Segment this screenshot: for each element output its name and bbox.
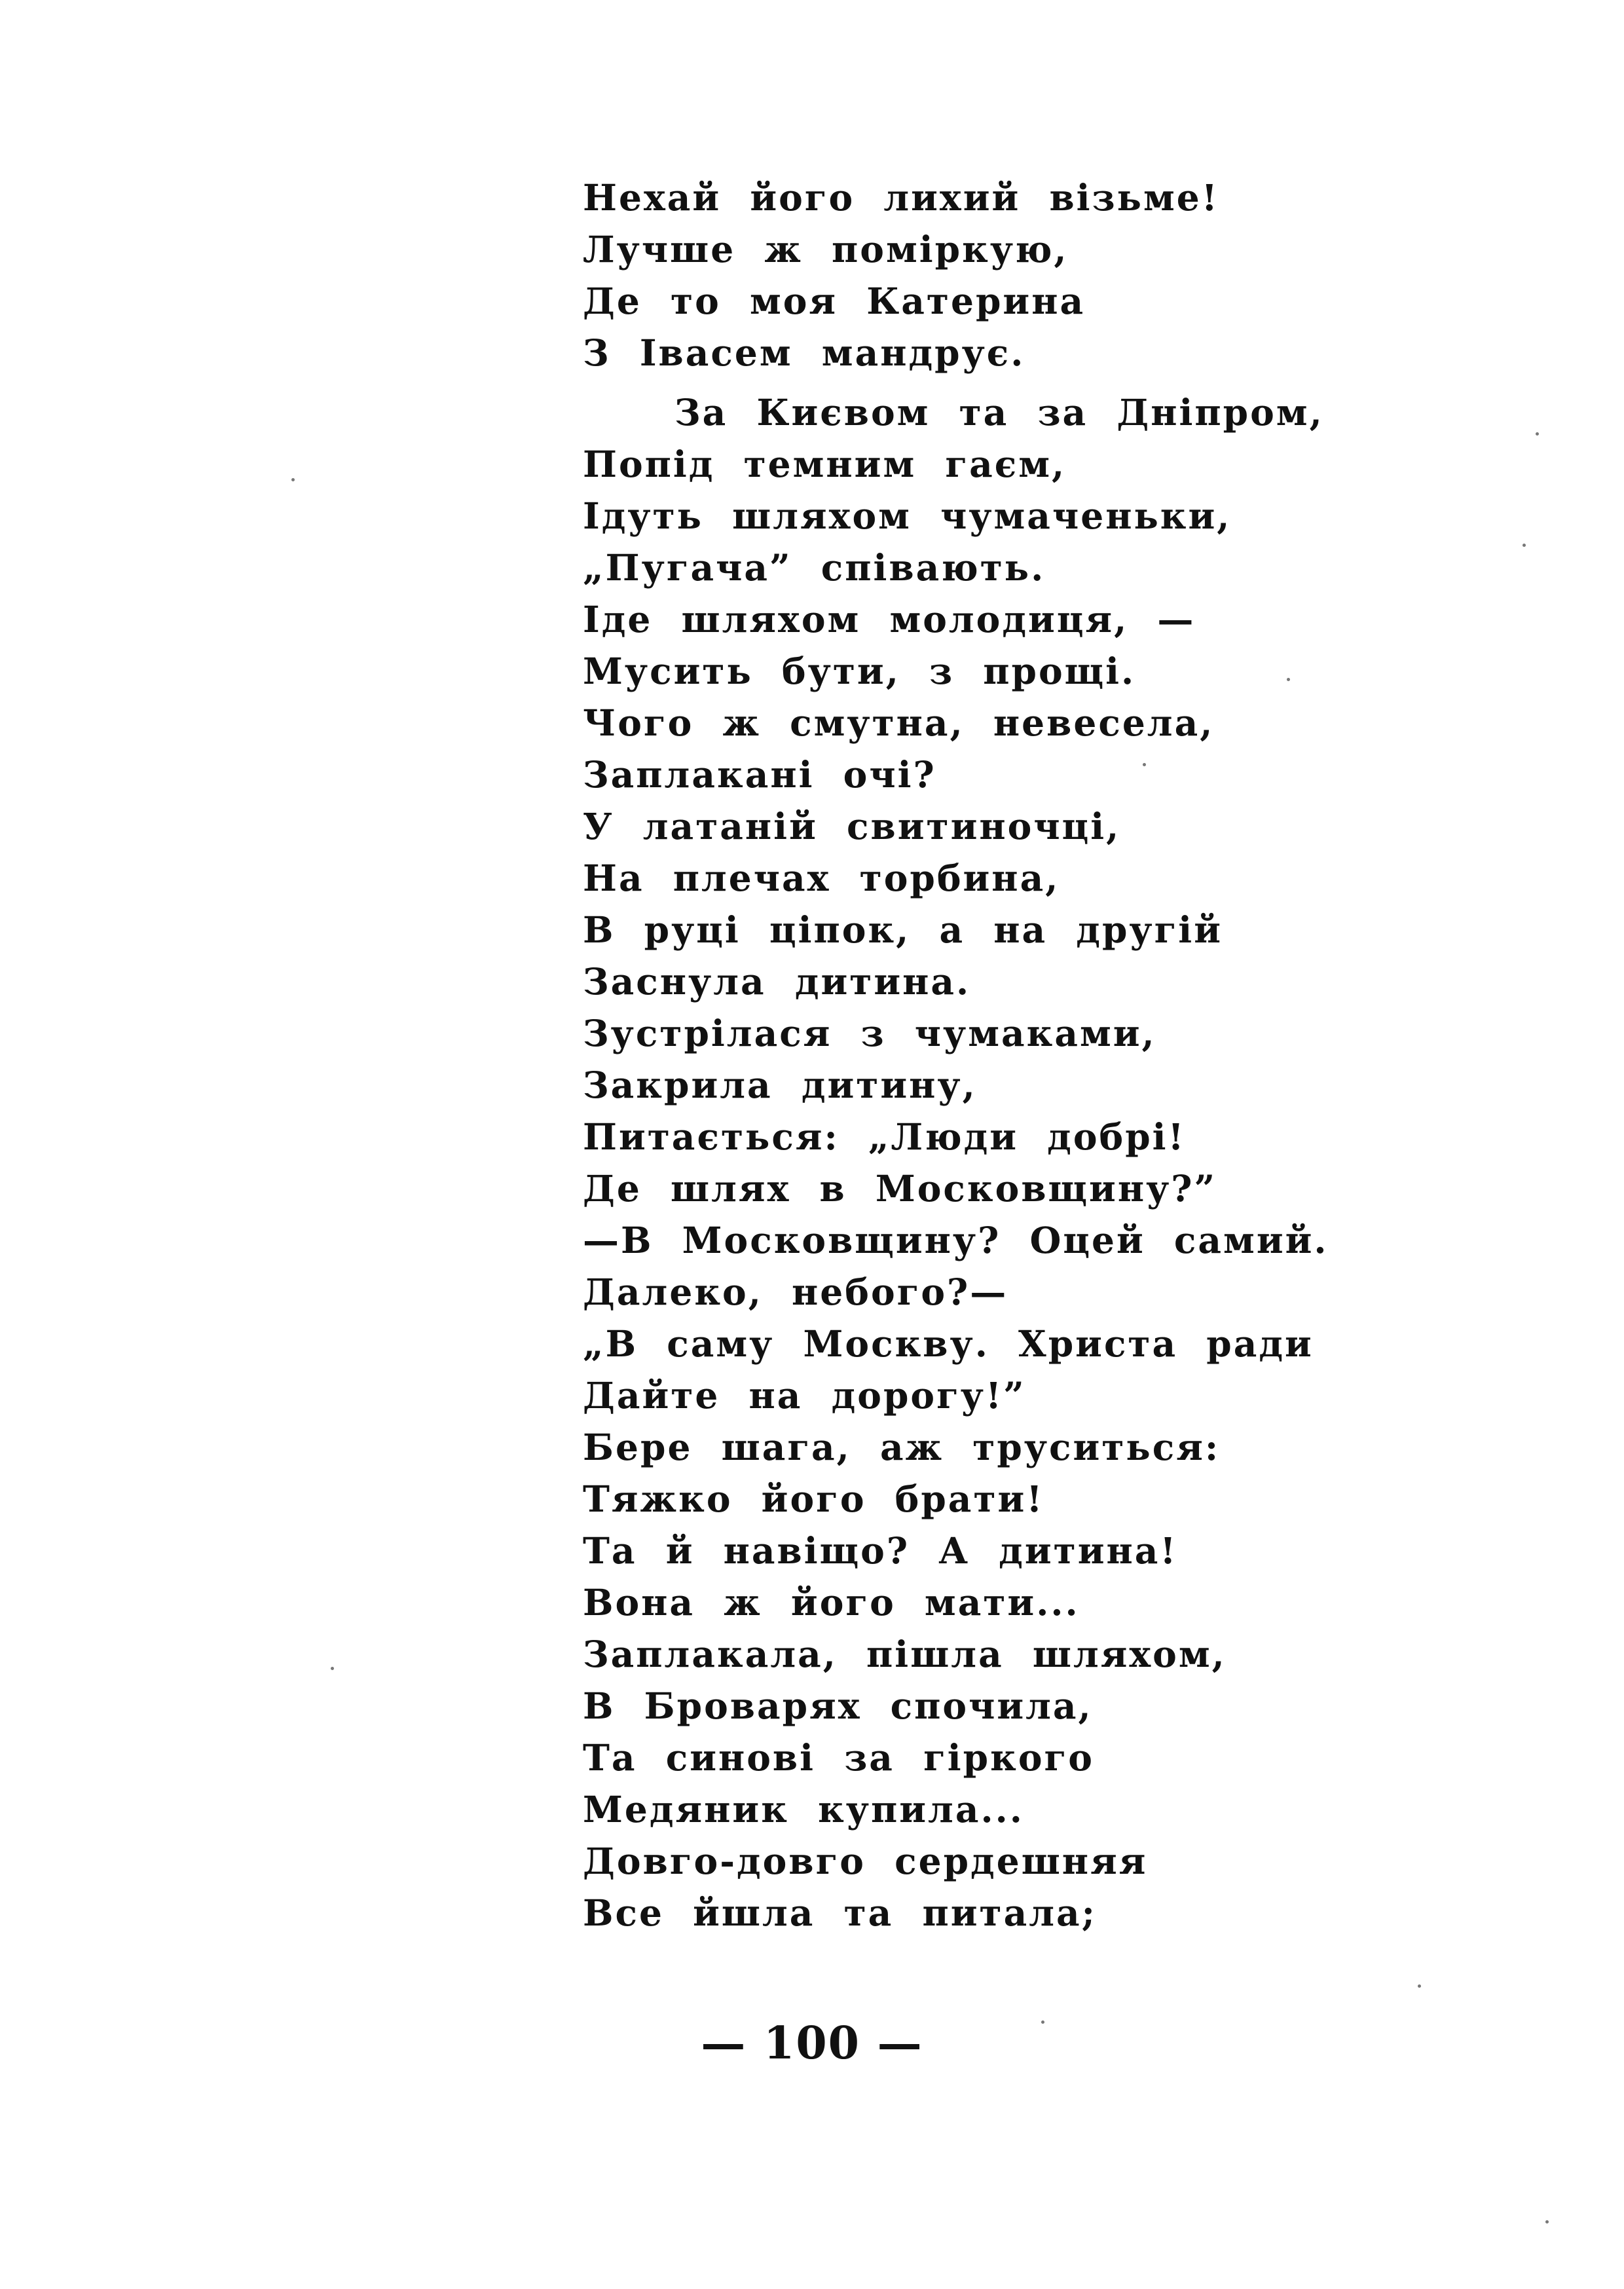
scan-speck xyxy=(1143,763,1146,766)
poem-line: Та й навіщо? А дитина! xyxy=(583,1529,1178,1572)
stanza-gap xyxy=(583,379,1500,386)
page-number: — 100 — xyxy=(701,2017,923,2070)
poem-line: Ідуть шляхом чумаченьки, xyxy=(583,494,1232,537)
poem-line: Мусить бути, з прощі. xyxy=(583,650,1136,692)
poem-line: За Києвом та за Дніпром, xyxy=(674,391,1324,434)
poem-line: Закрила дитину, xyxy=(583,1064,977,1106)
poem-line: Медяник купила... xyxy=(583,1788,1024,1831)
poem-line: Довго-довго сердешняя xyxy=(583,1840,1148,1882)
poem-line: Лучше ж поміркую, xyxy=(583,228,1069,270)
poem-line: Бере шага, аж труситься: xyxy=(583,1426,1221,1468)
poem-line: На плечах торбина, xyxy=(583,857,1060,899)
poem-line: В руці ціпок, а на другій xyxy=(583,908,1223,951)
poem-line: —В Московщину? Оцей самий. xyxy=(583,1219,1329,1261)
poem-line: Нехай його лихий візьме! xyxy=(583,176,1219,219)
scan-speck xyxy=(1536,432,1539,436)
poem-line: Питається: „Люди добрі! xyxy=(583,1115,1186,1158)
scan-speck xyxy=(1545,2220,1549,2224)
stanza-1 xyxy=(583,172,1500,379)
poem-line: Заплакані очі? xyxy=(583,753,936,796)
poem-line: Дайте на дорогу!” xyxy=(583,1374,1026,1417)
poem-line: Чого ж смутна, невесела, xyxy=(583,701,1215,744)
poem-line: Вона ж його мати... xyxy=(583,1581,1080,1624)
scan-speck xyxy=(291,478,295,481)
poem-line: В Броварях спочила, xyxy=(583,1684,1093,1727)
poem-line: Все йшла та питала; xyxy=(583,1891,1097,1934)
poem-line: Заплакала, пішла шляхом, xyxy=(583,1633,1227,1675)
poem-line: Іде шляхом молодиця, — xyxy=(583,598,1196,641)
poem-line: Зустрілася з чумаками, xyxy=(583,1012,1156,1054)
poem-line: Де то моя Катерина xyxy=(583,280,1086,322)
poem-line: З Івасем мандрує. xyxy=(583,331,1025,374)
poem-line: Заснула дитина. xyxy=(583,960,971,1003)
scan-speck xyxy=(1522,544,1526,547)
poem-line: Тяжко його брати! xyxy=(583,1478,1044,1520)
scan-speck xyxy=(1418,1984,1421,1988)
poem-text xyxy=(583,172,1500,1939)
scan-speck xyxy=(331,1667,334,1670)
poem-line: Де шлях в Московщину?” xyxy=(583,1167,1217,1210)
scan-speck xyxy=(1287,678,1290,681)
stanza-2 xyxy=(583,386,1500,1939)
poem-line: У латаній свитиночці, xyxy=(583,805,1121,847)
poem-line: Та синові за гіркого xyxy=(583,1736,1094,1779)
poem-line: Попід темним гаєм, xyxy=(583,443,1067,485)
scan-speck xyxy=(1041,2020,1044,2024)
poem-line: „Пугача” співають. xyxy=(583,546,1046,589)
poem-line: „В саму Москву. Христа ради xyxy=(583,1322,1314,1365)
poem-line: Далеко, небого?— xyxy=(583,1271,1008,1313)
